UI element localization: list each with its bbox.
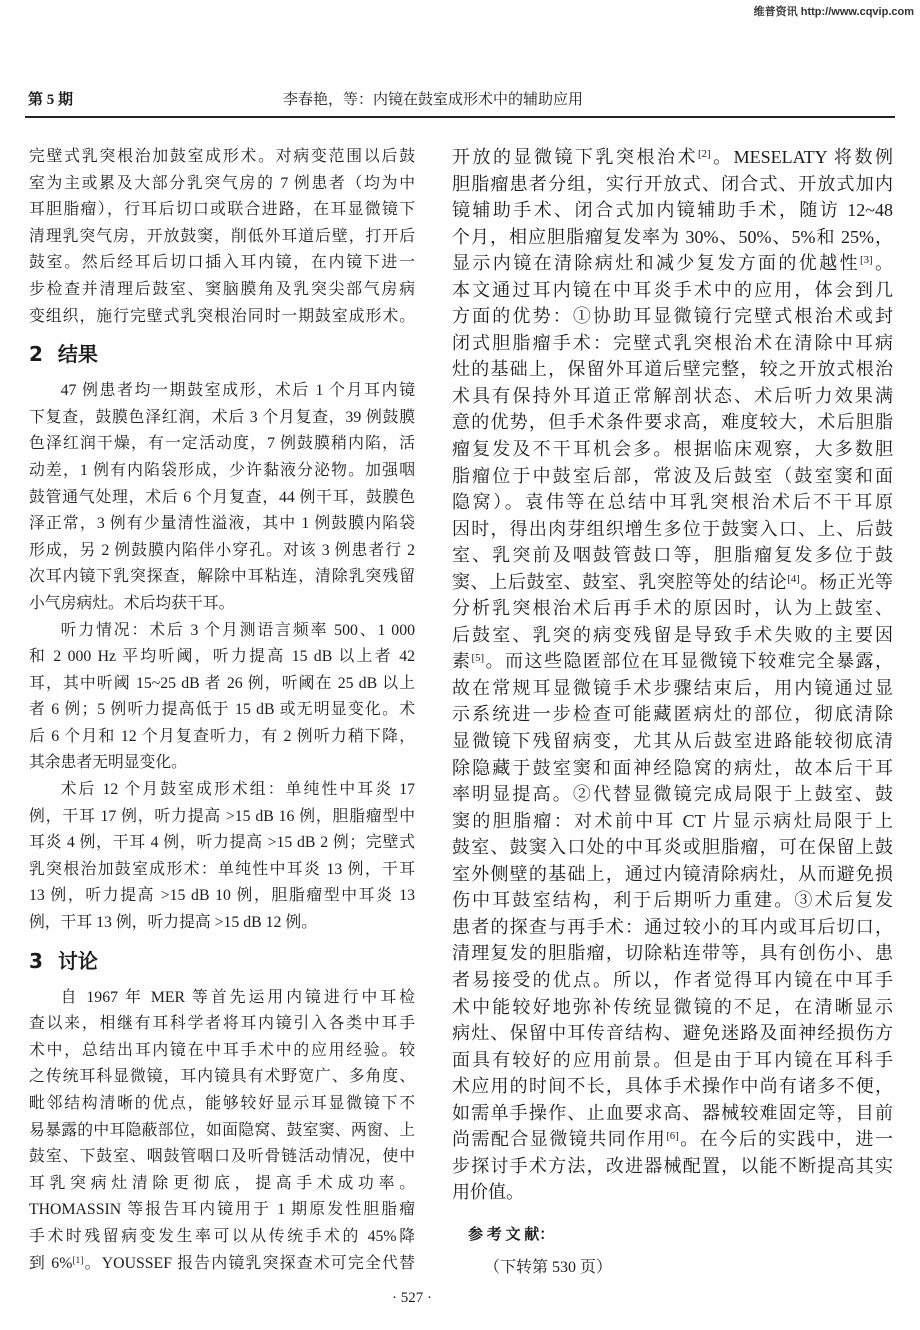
text-line: 镜辅助手术、闭合式加内镜辅助手术，随访 12~48 — [452, 200, 893, 221]
text-line: 面具有较好的应用前景。但是由于耳内镜在耳科手 — [452, 1049, 893, 1070]
text-line: 色泽红润干燥，有一定活动度，7 例鼓膜稍内陷，活 — [29, 435, 415, 453]
text-segment: 。YOUSSEF 报告内镜乳突探查术可完全代替 — [83, 1254, 415, 1272]
text-line: 室外侧壁的基础上，通过内镜清除病灶，从而避免损 — [452, 863, 893, 884]
text-line: 术中，总结出耳内镜在中耳手术中的应用经验。较 — [29, 1041, 415, 1059]
header-rule — [25, 116, 895, 118]
text-line: 鼓室。然后经耳后切口插入耳内镜，在内镜下进一 — [29, 254, 415, 272]
text-line: 易暴露的中耳隐蔽部位，如面隐窝、鼓室窦、两窗、上 — [29, 1121, 415, 1139]
text-line: 手术时残留病变发生率可以从传统手术的 45%降 — [29, 1227, 415, 1245]
text-segment: 。MESELATY 将数例 — [710, 147, 893, 167]
text-line: 下复查，鼓膜色泽红润，术后 3 个月复查，39 例鼓膜 — [29, 408, 415, 426]
section-heading-discussion — [29, 937, 415, 985]
text-line: 术后 12 个月鼓室成形术组：单纯性中耳炎 17 — [60, 781, 415, 799]
text-line: 除隐藏于鼓室窦和面神经隐窝的病灶，故本后干耳 — [452, 757, 893, 778]
paragraph-hearing — [29, 618, 415, 778]
text-line: 个月，相应胆脂瘤复发率为 30%、50%、5%和 25%， — [452, 226, 893, 247]
text-line: 鼓室、下鼓室、咽鼓管咽口及听骨链活动情况，使中 — [29, 1148, 415, 1166]
text-line: 之传统耳科显微镜，耳内镜具有术野宽广、多角度、 — [29, 1068, 415, 1086]
text-line: 耳乳突病灶清除更彻底，提高手术成功率。 — [29, 1174, 415, 1192]
text-line: 用价值。 — [452, 1182, 524, 1203]
text-segment: 到 6% — [29, 1254, 73, 1272]
text-line: 者易接受的优点。所以，作者觉得耳内镜在中耳手 — [452, 969, 893, 990]
text-line — [452, 569, 893, 596]
text-line: 意的优势，但手术条件要求高，难度较大，术后胆脂 — [452, 412, 893, 433]
text-line: 耳，其中听阈 15~25 dB 者 26 例，听阈在 25 dB 以上 — [29, 674, 415, 692]
text-line: 变组织，施行完壁式乳突根治同时一期鼓室成形术。 — [29, 307, 415, 325]
text-line — [29, 1251, 415, 1278]
text-line: 泽正常，3 例有少量清性溢液，其中 1 例鼓膜内陷袋 — [29, 515, 415, 533]
text-line: 瘤复发及不干耳机会多。根据临床观察，大多数胆 — [452, 439, 893, 460]
citation-ref: [6] — [666, 1130, 679, 1143]
text-line: 术具有保持外耳道正常解剖状态、术后听力效果满 — [452, 385, 893, 406]
text-line: 室为主或累及大部分乳突气房的 7 例患者（均为中 — [29, 174, 415, 192]
text-line: 小气房病灶。术后均获干耳。 — [29, 594, 235, 612]
text-line: 例，干耳 13 例，听力提高 >15 dB 12 例。 — [29, 914, 317, 932]
text-line: 耳胆脂瘤），行耳后切口或联合进路，在耳显微镜下 — [29, 201, 415, 219]
page-number: · 527 · — [392, 1290, 432, 1306]
text-line: 13 例，听力提高 >15 dB 10 例，胆脂瘤型中耳炎 13 — [29, 887, 415, 905]
text-line: 后 6 个月和 12 个月复查听力，有 2 例听力稍下降， — [29, 727, 415, 745]
text-line: 率明显提高。②代替显微镜完成局限于上鼓室、鼓 — [452, 784, 893, 805]
text-line: 灶的基础上，保留外耳道后壁完整，较之开放式根治 — [452, 359, 893, 380]
text-line: 清理乳突气房，开放鼓窦，削低外耳道后壁，打开后 — [29, 227, 415, 245]
text-line: 形成，另 2 例鼓膜内陷伴小穿孔。对该 3 例患者行 2 — [29, 541, 415, 559]
text-line: 脂瘤位于中鼓室后部，常波及后鼓室（鼓室窦和面 — [452, 465, 893, 486]
text-line — [452, 144, 893, 171]
text-line: 鼓室、鼓窦入口处的中耳炎或胆脂瘤，可在保留上鼓 — [452, 837, 893, 858]
text-line: 胆脂瘤患者分组，实行开放式、闭合式、开放式加内 — [452, 173, 893, 194]
text-line: 自 1967 年 MER 等首先运用内镜进行中耳检 — [60, 988, 415, 1006]
section-number: 2 — [29, 342, 43, 367]
text-line — [452, 648, 893, 675]
text-line: 和 2 000 Hz 平均听阈，听力提高 15 dB 以上者 42 — [29, 648, 415, 666]
text-line: 伤中耳鼓室结构，利于后期听力重建。③术后复发 — [452, 890, 893, 911]
text-line: 病灶、保留中耳传音结构、避免迷路及面神经损伤方 — [452, 1023, 893, 1044]
right-column — [452, 144, 893, 1206]
text-line: 毗邻结构清晰的优点，能够较好显示耳显微镜下不 — [29, 1095, 415, 1112]
text-segment: 窦、上后鼓室、鼓室、乳突腔等处的结论 — [452, 571, 788, 592]
text-segment: 。 — [872, 253, 894, 274]
text-segment: 。而这些隐匿部位在耳显微镜下较难完全暴露， — [484, 651, 894, 672]
text-line: 后鼓室、乳突的病变残留是导致手术失败的主要因 — [452, 624, 893, 645]
text-line: 其余患者无明显变化。 — [29, 754, 187, 772]
text-line: 示系统进一步检查可能藏匿病灶的部位，彻底清除 — [452, 704, 893, 725]
text-line: 耳炎 4 例，干耳 4 例，听力提高 >15 dB 2 例；完壁式 — [29, 834, 415, 852]
text-line: 者 6 例；5 例听力提高低于 15 dB 或无明显变化。术 — [29, 701, 415, 719]
text-line: 显微镜下残留病变，尤其从后鼓室进路能较彻底清 — [452, 731, 893, 752]
text-line: THOMASSIN 等报告耳内镜用于 1 期原发性胆脂瘤 — [29, 1201, 415, 1219]
text-line: 乳突根治加鼓室成形术：单纯性中耳炎 13 例，干耳 — [29, 860, 415, 878]
text-line: 窦的胆脂瘤：对术前中耳 CT 片显示病灶局限于上 — [452, 810, 893, 831]
paragraph-discussion — [29, 985, 415, 1278]
text-line: 清理复发的胆脂瘤，切除粘连带等，具有创伤小、患 — [452, 943, 893, 964]
text-line: 如需单手操作、止血要求高、器械较难固定等，目前 — [452, 1102, 893, 1123]
citation-ref: [5] — [471, 652, 485, 665]
text-segment: 素 — [452, 651, 472, 672]
paragraph-results — [29, 378, 415, 617]
site-watermark: 维普资讯 http://www.cqvip.com — [753, 6, 914, 18]
text-segment: 显示内镜在清除病灶和减少复发方面的优越性 — [452, 253, 861, 274]
text-line: 室、乳突前及咽鼓管鼓口等，胆脂瘤复发多位于鼓 — [452, 545, 893, 566]
continued-note: （下转第 530 页） — [484, 1259, 613, 1276]
text-segment: 。在今后的实践中，进一 — [678, 1129, 893, 1150]
text-line — [452, 1126, 893, 1153]
section-title: 讨论 — [57, 948, 98, 973]
text-line: 例，干耳 17 例，听力提高 >15 dB 16 例，胆脂瘤型中 — [29, 807, 415, 825]
issue-number: 第 5 期 — [28, 92, 74, 108]
text-line: 术中能较好地弥补传统显微镜的不足，在清晰显示 — [452, 996, 893, 1017]
text-line: 47 例患者均一期鼓室成形，术后 1 个月耳内镜 — [60, 382, 415, 400]
text-line: 动差，1 例有内陷袋形成，少许黏液分泌物。加强咽 — [29, 461, 415, 479]
section-number: 3 — [29, 948, 43, 973]
text-line: 步检查并清理后鼓室、窦脑膜角及乳突尖部气房病 — [29, 280, 415, 298]
text-segment: 。杨正光等 — [799, 571, 894, 592]
running-title: 李春艳，等：内镜在鼓室成形术中的辅助应用 — [283, 92, 584, 108]
text-line: 完壁式乳突根治加鼓室成形术。对病变范围以后鼓 — [29, 148, 415, 165]
text-line: 闭式胆脂瘤手术：完壁式乳突根治术在清除中耳病 — [452, 332, 893, 353]
left-column — [29, 144, 415, 1277]
text-line: 本文通过耳内镜在中耳炎手术中的应用，体会到几 — [452, 279, 893, 300]
text-line: 方面的优势：①协助耳显微镜行完壁式根治术或封 — [452, 306, 893, 327]
citation-ref: [3] — [860, 254, 873, 267]
citation-ref: [4] — [787, 572, 800, 585]
text-line: 术应用的时间不长，具体手术操作中尚有诸多不便， — [452, 1076, 893, 1097]
text-line: 步探讨手术方法，改进器械配置，以能不断提高其实 — [452, 1155, 893, 1176]
paragraph-methods-end — [29, 144, 415, 330]
text-segment: 尚需配合显微镜共同作用 — [452, 1129, 667, 1150]
text-line: 鼓管通气处理，术后 6 个月复查，44 例干耳，鼓膜色 — [29, 488, 415, 506]
text-line: 听力情况：术后 3 个月测语言频率 500、1 000 — [60, 621, 415, 639]
references-heading: 参 考 文 献： — [468, 1227, 555, 1243]
citation-ref: [1] — [72, 1255, 84, 1266]
paragraph-groups — [29, 777, 415, 937]
text-line: 查以来，相继有耳科学者将耳内镜引入各类中耳手 — [29, 1015, 415, 1033]
text-line: 患者的探查与再手术：通过较小的耳内或耳后切口， — [452, 916, 893, 937]
text-line: 因时，得出肉芽组织增生多位于鼓窦入口、上、后鼓 — [452, 518, 893, 539]
paragraph-discussion-continued — [452, 144, 893, 1206]
section-heading-results — [29, 330, 415, 378]
text-line: 隐窝）。袁伟等在总结中耳乳突根治术后不干耳原 — [452, 492, 893, 513]
text-line: 故在常规耳显微镜手术步骤结束后，用内镜通过显 — [452, 677, 893, 698]
section-title: 结果 — [57, 342, 98, 367]
citation-ref: [2] — [698, 148, 711, 161]
text-line: 分析乳突根治术后再手术的原因时，认为上鼓室、 — [452, 598, 893, 619]
text-line — [452, 250, 893, 277]
text-segment: 开放的显微镜下乳突根治术 — [452, 147, 699, 167]
text-line: 次耳内镜下乳突探查，解除中耳粘连，清除乳突残留 — [29, 568, 415, 586]
